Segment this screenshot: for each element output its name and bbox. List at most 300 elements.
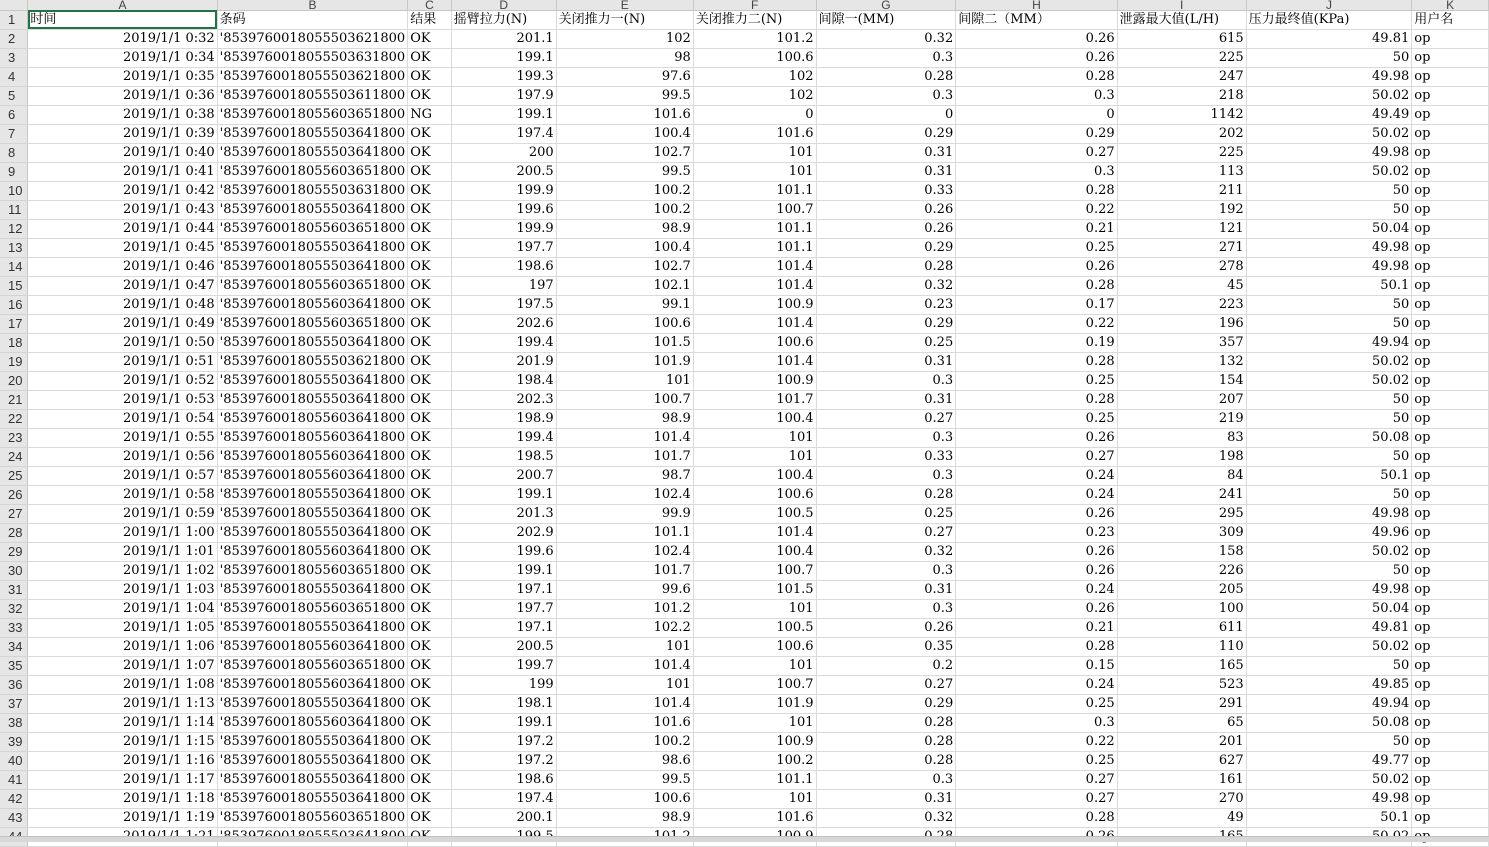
table-cell[interactable]: 101 (693, 789, 816, 808)
table-cell[interactable]: 225 (1117, 48, 1246, 67)
row-header[interactable]: 22 (0, 409, 28, 428)
column-title-cell[interactable]: 关闭推力一(N) (556, 10, 693, 29)
row-header[interactable]: 27 (0, 504, 28, 523)
table-cell[interactable]: '8539760018055503641800 (217, 124, 408, 143)
table-cell[interactable]: 197.2 (451, 751, 556, 770)
row-header[interactable]: 17 (0, 314, 28, 333)
table-cell[interactable]: 0.24 (956, 580, 1117, 599)
table-cell[interactable]: '8539760018055503641800 (217, 257, 408, 276)
table-cell[interactable]: op (1412, 580, 1489, 599)
table-cell[interactable]: 0.28 (956, 390, 1117, 409)
table-cell[interactable]: '8539760018055503641800 (217, 333, 408, 352)
table-cell[interactable]: 2019/1/1 0:55 (28, 428, 217, 447)
table-cell[interactable]: OK (408, 257, 452, 276)
table-cell[interactable]: OK (408, 428, 452, 447)
table-cell[interactable]: '8539760018055603651800 (217, 561, 408, 580)
column-title-cell[interactable]: 间隙一(MM) (816, 10, 956, 29)
table-cell[interactable]: 101 (693, 447, 816, 466)
table-cell[interactable]: 100.9 (693, 371, 816, 390)
table-cell[interactable]: 1142 (1117, 105, 1246, 124)
table-cell[interactable]: 100.5 (693, 504, 816, 523)
table-cell[interactable]: 247 (1117, 67, 1246, 86)
table-cell[interactable]: 223 (1117, 295, 1246, 314)
table-cell[interactable]: 0.3 (816, 371, 956, 390)
table-cell[interactable]: OK (408, 162, 452, 181)
table-cell[interactable]: OK (408, 770, 452, 789)
table-cell[interactable]: 49.98 (1246, 67, 1412, 86)
table-cell[interactable]: '8539760018055503611800 (217, 86, 408, 105)
table-cell[interactable]: 0.21 (956, 219, 1117, 238)
table-cell[interactable]: OK (408, 523, 452, 542)
table-cell[interactable]: 100.7 (556, 390, 693, 409)
table-cell[interactable]: 0.28 (816, 751, 956, 770)
table-cell[interactable]: op (1412, 504, 1489, 523)
column-header-i[interactable]: I (1117, 0, 1246, 10)
table-cell[interactable]: 101.4 (693, 276, 816, 295)
table-cell[interactable]: OK (408, 238, 452, 257)
table-cell[interactable]: 201.1 (451, 29, 556, 48)
table-cell[interactable]: 49.98 (1246, 504, 1412, 523)
table-cell[interactable]: 101.4 (556, 694, 693, 713)
table-cell[interactable]: 197.1 (451, 580, 556, 599)
table-cell[interactable]: 98.6 (556, 751, 693, 770)
table-cell[interactable]: op (1412, 29, 1489, 48)
table-cell[interactable]: 200.5 (451, 162, 556, 181)
table-cell[interactable]: 199.6 (451, 200, 556, 219)
table-cell[interactable]: 0.26 (956, 48, 1117, 67)
table-cell[interactable]: 100.6 (693, 637, 816, 656)
row-header[interactable]: 26 (0, 485, 28, 504)
row-header[interactable]: 3 (0, 48, 28, 67)
row-header[interactable]: 29 (0, 542, 28, 561)
table-cell[interactable]: 50.02 (1246, 371, 1412, 390)
table-cell[interactable]: 2019/1/1 0:46 (28, 257, 217, 276)
table-cell[interactable]: 2019/1/1 0:43 (28, 200, 217, 219)
table-cell[interactable]: 50.08 (1246, 713, 1412, 732)
table-cell[interactable]: 101 (556, 371, 693, 390)
row-header[interactable]: 10 (0, 181, 28, 200)
table-cell[interactable]: op (1412, 599, 1489, 618)
table-cell[interactable]: 0.25 (956, 751, 1117, 770)
table-cell[interactable]: 225 (1117, 143, 1246, 162)
table-cell[interactable]: 0.3 (816, 428, 956, 447)
table-cell[interactable]: 2019/1/1 0:56 (28, 447, 217, 466)
table-cell[interactable]: 101.2 (693, 29, 816, 48)
table-cell[interactable]: '8539760018055503641800 (217, 789, 408, 808)
table-cell[interactable]: 199.9 (451, 181, 556, 200)
table-cell[interactable]: 49.98 (1246, 238, 1412, 257)
table-cell[interactable]: 197 (451, 276, 556, 295)
table-cell[interactable]: 0.31 (816, 143, 956, 162)
table-cell[interactable]: 0.28 (816, 257, 956, 276)
table-cell[interactable]: op (1412, 656, 1489, 675)
table-cell[interactable]: 101.4 (693, 352, 816, 371)
table-cell[interactable]: 197.2 (451, 732, 556, 751)
table-cell[interactable]: 0.3 (956, 162, 1117, 181)
table-cell[interactable]: 0.26 (816, 618, 956, 637)
table-cell[interactable]: '8539760018055503631800 (217, 181, 408, 200)
table-cell[interactable]: OK (408, 618, 452, 637)
table-cell[interactable]: 197.4 (451, 789, 556, 808)
table-cell[interactable]: 2019/1/1 0:47 (28, 276, 217, 295)
row-header[interactable]: 35 (0, 656, 28, 675)
table-cell[interactable]: OK (408, 542, 452, 561)
table-cell[interactable]: 0.22 (956, 314, 1117, 333)
table-cell[interactable]: 2019/1/1 1:07 (28, 656, 217, 675)
table-cell[interactable]: 2019/1/1 0:52 (28, 371, 217, 390)
table-cell[interactable]: 0.28 (956, 276, 1117, 295)
table-cell[interactable]: '8539760018055503641800 (217, 732, 408, 751)
table-cell[interactable]: 100.4 (556, 238, 693, 257)
table-cell[interactable]: 199.1 (451, 105, 556, 124)
table-cell[interactable]: 202.6 (451, 314, 556, 333)
table-cell[interactable]: 65 (1117, 713, 1246, 732)
table-cell[interactable]: 99.6 (556, 580, 693, 599)
table-cell[interactable]: OK (408, 656, 452, 675)
table-cell[interactable]: '8539760018055603651800 (217, 599, 408, 618)
table-cell[interactable]: 200.7 (451, 466, 556, 485)
table-cell[interactable]: op (1412, 257, 1489, 276)
table-cell[interactable]: 99.1 (556, 295, 693, 314)
table-cell[interactable]: op (1412, 523, 1489, 542)
table-cell[interactable]: '8539760018055503641800 (217, 371, 408, 390)
table-cell[interactable]: OK (408, 789, 452, 808)
table-cell[interactable]: '8539760018055603641800 (217, 447, 408, 466)
table-cell[interactable]: 100.6 (556, 789, 693, 808)
row-header[interactable]: 5 (0, 86, 28, 105)
table-cell[interactable]: 101.1 (693, 238, 816, 257)
table-cell[interactable]: 0.26 (816, 200, 956, 219)
table-cell[interactable]: 2019/1/1 0:34 (28, 48, 217, 67)
table-cell[interactable]: 0.32 (816, 542, 956, 561)
table-cell[interactable]: 0.29 (956, 124, 1117, 143)
table-cell[interactable]: op (1412, 276, 1489, 295)
table-cell[interactable]: OK (408, 276, 452, 295)
table-cell[interactable]: 0.3 (816, 466, 956, 485)
table-cell[interactable]: 199.1 (451, 48, 556, 67)
table-cell[interactable]: 2019/1/1 0:38 (28, 105, 217, 124)
table-cell[interactable]: 0.23 (816, 295, 956, 314)
row-header[interactable]: 30 (0, 561, 28, 580)
table-cell[interactable]: op (1412, 675, 1489, 694)
table-cell[interactable]: 199 (451, 675, 556, 694)
table-cell[interactable]: 99.9 (556, 504, 693, 523)
table-cell[interactable]: 101.1 (693, 219, 816, 238)
table-cell[interactable]: 0.26 (956, 561, 1117, 580)
table-cell[interactable]: 295 (1117, 504, 1246, 523)
table-cell[interactable]: '8539760018055603651800 (217, 219, 408, 238)
table-cell[interactable]: 2019/1/1 0:39 (28, 124, 217, 143)
table-cell[interactable]: 0.28 (956, 181, 1117, 200)
table-cell[interactable]: 50.02 (1246, 124, 1412, 143)
table-cell[interactable]: 2019/1/1 0:49 (28, 314, 217, 333)
table-cell[interactable]: OK (408, 599, 452, 618)
row-header[interactable]: 38 (0, 713, 28, 732)
table-cell[interactable]: 102 (693, 86, 816, 105)
table-cell[interactable]: 50.02 (1246, 542, 1412, 561)
table-cell[interactable]: 199.4 (451, 428, 556, 447)
table-cell[interactable]: 132 (1117, 352, 1246, 371)
table-cell[interactable]: 0.31 (816, 789, 956, 808)
table-cell[interactable]: '8539760018055603641800 (217, 466, 408, 485)
table-cell[interactable]: op (1412, 713, 1489, 732)
table-cell[interactable]: 0.32 (816, 29, 956, 48)
table-cell[interactable]: 2019/1/1 0:32 (28, 29, 217, 48)
table-cell[interactable]: OK (408, 409, 452, 428)
table-cell[interactable]: 0.26 (816, 219, 956, 238)
table-cell[interactable]: 202.9 (451, 523, 556, 542)
table-cell[interactable]: 2019/1/1 1:02 (28, 561, 217, 580)
table-cell[interactable]: 158 (1117, 542, 1246, 561)
table-cell[interactable]: 101 (693, 599, 816, 618)
table-cell[interactable]: OK (408, 561, 452, 580)
table-cell[interactable]: 0.28 (816, 713, 956, 732)
table-cell[interactable]: 271 (1117, 238, 1246, 257)
table-cell[interactable]: 0.29 (816, 694, 956, 713)
table-cell[interactable]: 0.29 (816, 238, 956, 257)
table-cell[interactable]: 200.5 (451, 637, 556, 656)
table-cell[interactable]: 83 (1117, 428, 1246, 447)
table-cell[interactable]: 99.5 (556, 770, 693, 789)
row-header[interactable]: 34 (0, 637, 28, 656)
table-cell[interactable]: 100.6 (693, 48, 816, 67)
table-cell[interactable]: 100.2 (693, 751, 816, 770)
table-cell[interactable]: 2019/1/1 1:01 (28, 542, 217, 561)
table-cell[interactable]: 241 (1117, 485, 1246, 504)
table-cell[interactable]: 50 (1246, 409, 1412, 428)
table-cell[interactable]: 0.23 (956, 523, 1117, 542)
table-cell[interactable]: 165 (1117, 656, 1246, 675)
table-cell[interactable]: 50 (1246, 732, 1412, 751)
table-cell[interactable]: 199.1 (451, 561, 556, 580)
row-header[interactable]: 25 (0, 466, 28, 485)
table-cell[interactable]: OK (408, 219, 452, 238)
table-cell[interactable]: 45 (1117, 276, 1246, 295)
table-cell[interactable]: 201 (1117, 732, 1246, 751)
table-cell[interactable]: 102.2 (556, 618, 693, 637)
row-header[interactable]: 43 (0, 808, 28, 827)
table-cell[interactable]: 0.3 (816, 561, 956, 580)
table-cell[interactable]: 0.15 (956, 656, 1117, 675)
column-header-g[interactable]: G (816, 0, 956, 10)
table-cell[interactable]: 2019/1/1 0:50 (28, 333, 217, 352)
table-cell[interactable]: 197.4 (451, 124, 556, 143)
table-cell[interactable]: op (1412, 447, 1489, 466)
table-cell[interactable]: op (1412, 124, 1489, 143)
table-cell[interactable]: OK (408, 466, 452, 485)
column-header-b[interactable]: B (217, 0, 408, 10)
table-cell[interactable]: 0.27 (956, 789, 1117, 808)
table-cell[interactable]: 198 (1117, 447, 1246, 466)
table-cell[interactable]: op (1412, 200, 1489, 219)
table-cell[interactable]: 50.1 (1246, 808, 1412, 827)
table-cell[interactable]: 101.6 (556, 105, 693, 124)
table-cell[interactable]: 98.7 (556, 466, 693, 485)
table-cell[interactable]: 2019/1/1 1:19 (28, 808, 217, 827)
row-header[interactable]: 20 (0, 371, 28, 390)
table-cell[interactable]: 197.9 (451, 86, 556, 105)
table-cell[interactable]: 50.04 (1246, 219, 1412, 238)
row-header[interactable]: 18 (0, 333, 28, 352)
table-cell[interactable]: 50 (1246, 314, 1412, 333)
table-cell[interactable]: 49.98 (1246, 789, 1412, 808)
table-cell[interactable]: 100.9 (693, 295, 816, 314)
row-header[interactable]: 2 (0, 29, 28, 48)
table-cell[interactable]: 49.98 (1246, 257, 1412, 276)
table-cell[interactable]: 0.28 (956, 67, 1117, 86)
table-cell[interactable]: 0.3 (956, 713, 1117, 732)
table-cell[interactable]: 101 (693, 143, 816, 162)
table-cell[interactable]: 100.6 (556, 314, 693, 333)
row-header[interactable]: 42 (0, 789, 28, 808)
table-cell[interactable]: 197.5 (451, 295, 556, 314)
table-cell[interactable]: 2019/1/1 0:57 (28, 466, 217, 485)
row-header[interactable]: 39 (0, 732, 28, 751)
table-cell[interactable]: 101.6 (693, 808, 816, 827)
column-title-cell[interactable]: 时间 (28, 10, 217, 29)
table-cell[interactable]: 197.7 (451, 599, 556, 618)
table-cell[interactable]: 101.7 (693, 390, 816, 409)
table-cell[interactable]: 101 (693, 428, 816, 447)
table-cell[interactable]: 0.3 (956, 86, 1117, 105)
table-cell[interactable]: 101 (556, 675, 693, 694)
table-cell[interactable]: 0.26 (956, 428, 1117, 447)
column-header-a[interactable]: A (28, 0, 217, 10)
table-cell[interactable]: op (1412, 561, 1489, 580)
table-cell[interactable]: 0.31 (816, 162, 956, 181)
table-cell[interactable]: '8539760018055603641800 (217, 637, 408, 656)
table-cell[interactable]: '8539760018055603641800 (217, 675, 408, 694)
table-cell[interactable]: 198.1 (451, 694, 556, 713)
table-cell[interactable]: '8539760018055603651800 (217, 314, 408, 333)
table-cell[interactable]: 198.4 (451, 371, 556, 390)
table-cell[interactable]: 226 (1117, 561, 1246, 580)
table-cell[interactable]: op (1412, 390, 1489, 409)
table-cell[interactable]: 101.9 (693, 694, 816, 713)
row-header[interactable]: 4 (0, 67, 28, 86)
table-cell[interactable]: op (1412, 732, 1489, 751)
table-cell[interactable]: 198.5 (451, 447, 556, 466)
table-cell[interactable]: 0.31 (816, 580, 956, 599)
table-cell[interactable]: 0.2 (816, 656, 956, 675)
table-cell[interactable]: '8539760018055603651800 (217, 105, 408, 124)
table-cell[interactable]: 113 (1117, 162, 1246, 181)
table-cell[interactable]: '8539760018055603651800 (217, 808, 408, 827)
table-cell[interactable]: 50.02 (1246, 352, 1412, 371)
table-cell[interactable]: 49.94 (1246, 694, 1412, 713)
table-cell[interactable]: '8539760018055603651800 (217, 162, 408, 181)
table-cell[interactable]: 2019/1/1 1:06 (28, 637, 217, 656)
table-cell[interactable]: 101 (693, 713, 816, 732)
table-cell[interactable]: OK (408, 371, 452, 390)
row-header[interactable]: 24 (0, 447, 28, 466)
table-cell[interactable]: OK (408, 732, 452, 751)
table-cell[interactable]: OK (408, 390, 452, 409)
table-cell[interactable]: 50 (1246, 485, 1412, 504)
table-cell[interactable]: 101 (693, 656, 816, 675)
table-cell[interactable]: 0.22 (956, 200, 1117, 219)
row-header[interactable]: 19 (0, 352, 28, 371)
table-cell[interactable]: 2019/1/1 1:05 (28, 618, 217, 637)
table-cell[interactable]: OK (408, 713, 452, 732)
table-cell[interactable]: op (1412, 466, 1489, 485)
table-cell[interactable]: 50 (1246, 181, 1412, 200)
column-header-f[interactable]: F (693, 0, 816, 10)
table-cell[interactable]: op (1412, 409, 1489, 428)
table-cell[interactable]: 99.5 (556, 162, 693, 181)
column-header-e[interactable]: E (556, 0, 693, 10)
table-cell[interactable]: '8539760018055503641800 (217, 618, 408, 637)
table-cell[interactable]: 50.02 (1246, 86, 1412, 105)
table-cell[interactable]: 0.26 (956, 257, 1117, 276)
table-cell[interactable]: 100.4 (693, 409, 816, 428)
table-cell[interactable]: op (1412, 485, 1489, 504)
table-cell[interactable]: 197.1 (451, 618, 556, 637)
table-cell[interactable]: op (1412, 428, 1489, 447)
table-cell[interactable]: 0.29 (816, 124, 956, 143)
table-cell[interactable]: 50.02 (1246, 770, 1412, 789)
table-cell[interactable]: 98.9 (556, 219, 693, 238)
table-cell[interactable]: 2019/1/1 1:13 (28, 694, 217, 713)
row-header[interactable]: 14 (0, 257, 28, 276)
table-cell[interactable]: 101.6 (693, 124, 816, 143)
table-cell[interactable]: OK (408, 637, 452, 656)
table-cell[interactable]: op (1412, 162, 1489, 181)
table-cell[interactable]: 101.1 (693, 770, 816, 789)
table-cell[interactable]: OK (408, 504, 452, 523)
table-cell[interactable]: 50.02 (1246, 162, 1412, 181)
table-cell[interactable]: 100.4 (693, 466, 816, 485)
table-cell[interactable]: 0.33 (816, 181, 956, 200)
table-cell[interactable]: op (1412, 219, 1489, 238)
table-cell[interactable]: op (1412, 542, 1489, 561)
table-cell[interactable]: 100.7 (693, 200, 816, 219)
table-cell[interactable]: 0.3 (816, 48, 956, 67)
table-cell[interactable]: '8539760018055503631800 (217, 48, 408, 67)
table-cell[interactable]: 0.26 (956, 29, 1117, 48)
table-cell[interactable]: 0.25 (956, 694, 1117, 713)
table-cell[interactable]: 309 (1117, 523, 1246, 542)
table-cell[interactable]: 0.24 (956, 466, 1117, 485)
table-cell[interactable]: 200.1 (451, 808, 556, 827)
table-cell[interactable]: 97.6 (556, 67, 693, 86)
table-cell[interactable]: 101.1 (556, 523, 693, 542)
table-cell[interactable]: 278 (1117, 257, 1246, 276)
table-cell[interactable]: 100.6 (693, 485, 816, 504)
table-cell[interactable]: 615 (1117, 29, 1246, 48)
table-cell[interactable]: 2019/1/1 1:04 (28, 599, 217, 618)
row-header[interactable]: 33 (0, 618, 28, 637)
table-cell[interactable]: 0 (693, 105, 816, 124)
table-cell[interactable]: 0.25 (816, 333, 956, 352)
table-cell[interactable]: 161 (1117, 770, 1246, 789)
table-cell[interactable]: 50 (1246, 390, 1412, 409)
table-cell[interactable]: 100 (1117, 599, 1246, 618)
table-cell[interactable]: 201.3 (451, 504, 556, 523)
table-cell[interactable]: 2019/1/1 0:45 (28, 238, 217, 257)
row-header[interactable]: 40 (0, 751, 28, 770)
table-cell[interactable]: '8539760018055603641800 (217, 542, 408, 561)
table-cell[interactable]: 0.28 (816, 67, 956, 86)
table-cell[interactable]: 611 (1117, 618, 1246, 637)
table-cell[interactable]: 100.2 (556, 200, 693, 219)
row-header[interactable]: 1 (0, 10, 28, 29)
table-cell[interactable]: '8539760018055503621800 (217, 352, 408, 371)
table-cell[interactable]: 101.4 (693, 523, 816, 542)
table-cell[interactable]: '8539760018055503641800 (217, 238, 408, 257)
table-cell[interactable]: op (1412, 808, 1489, 827)
table-cell[interactable]: 0.31 (816, 352, 956, 371)
